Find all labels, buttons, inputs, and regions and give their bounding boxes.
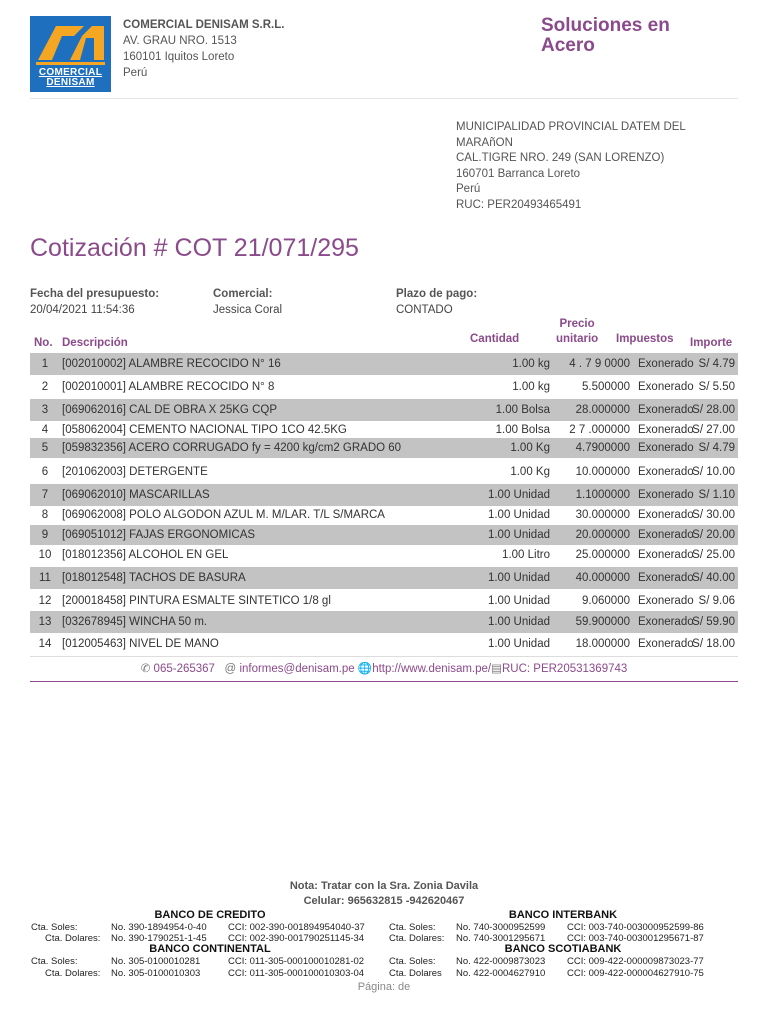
row-quantity: 1.00 Unidad [487,595,550,607]
quote-title: Cotización # COT 21/071/295 [30,234,359,262]
header-divider [30,98,738,99]
row-amount: S/ 20.00 [692,529,735,541]
contact-line [30,661,738,675]
row-description: [069062010] MASCARILLAS [62,489,210,501]
row-tax: Exonerado [638,466,694,478]
row-amount: S/ 18.00 [692,638,735,650]
row-tax: Exonerado [638,549,694,561]
phone-icon: ✆ [140,663,151,675]
row-no: 6 [41,466,49,478]
row-amount: S/ 25.00 [692,549,735,561]
scotiabank-dolares-cci: CCI: 009-422-000004627910-75 [567,968,704,979]
interbank-soles-no: No. 740-3000952599 [456,922,546,933]
row-quantity: 1.00 kg [512,381,550,393]
contact-ruc: RUC: PER20531369743 [501,663,628,675]
row-unit-price: 5.500000 [582,381,630,393]
credito-dolares-no: No. 390-1790251-1-45 [111,933,207,944]
contact-email[interactable]: informes@denisam.pe [239,663,355,675]
table-row [30,507,738,523]
row-quantity: 1.00 Kg [510,442,550,454]
row-amount: S/ 59.90 [692,616,735,628]
row-unit-price: 9.060000 [582,595,630,607]
contact-web[interactable]: http://www.denisam.pe/ [372,663,492,675]
col-header-desc: Descripción [62,337,128,349]
company-name: COMERCIAL DENISAM S.R.L. [123,19,285,31]
credito-soles-cci: CCI: 002-390-001894954040-37 [228,922,365,933]
table-divider [30,656,738,657]
row-quantity: 1.00 Kg [510,466,550,478]
row-unit-price: 40.000000 [575,572,630,584]
table-row [30,611,738,633]
col-header-no: No. [34,337,53,349]
bank-continental-title: BANCO CONTINENTAL [149,943,271,955]
scotiabank-soles-cci: CCI: 009-422-000009873023-77 [567,956,704,967]
row-no: 11 [39,572,51,584]
contact-divider [30,681,738,682]
col-header-tax: Impuestos [616,333,674,345]
continental-soles-cci: CCI: 011-305-000100010281-02 [228,956,365,967]
col-header-price: Precio unitario [556,318,599,345]
interbank-soles-cci: CCI: 003-740-003000952599-86 [567,922,704,933]
row-quantity: 1.00 Unidad [487,638,550,650]
row-quantity: 1.00 Unidad [487,509,550,521]
table-row [30,461,738,483]
table-row [30,567,738,589]
row-description: [200018458] PINTURA ESMALTE SINTETICO 1/8 gl [62,595,331,607]
info-payment-term: Plazo de pago: CONTADO [396,288,478,316]
interbank-dolares-cci: CCI: 003-740-003001295671-87 [567,933,704,944]
row-no: 14 [38,638,52,650]
row-description: [069062016] CAL DE OBRA X 25KG CQP [62,404,277,416]
contact-phone: 065-265367 [153,663,215,675]
row-unit-price: 59.900000 [575,616,630,628]
row-no: 7 [41,489,49,501]
row-description: [018012356] ALCOHOL EN GEL [62,549,229,561]
row-quantity: 1.00 Bolsa [495,404,550,416]
row-description: [058062004] CEMENTO NACIONAL TIPO 1CO 42.5KG [62,424,347,436]
interbank-dolares-label: Cta. Dolares: [389,933,445,944]
row-unit-price: 30.000000 [575,509,630,521]
row-no: 10 [38,549,52,561]
row-description: [059832356] ACERO CORRUGADO fy = 4200 kg/cm2 GRADO 60 [62,442,402,454]
row-unit-price: 18.000000 [575,638,630,650]
scotiabank-dolares-label: Cta. Dolares [389,968,442,979]
continental-dolares-label: Cta. Dolares: [45,968,101,979]
continental-dolares-cci: CCI: 011-305-000100010303-04 [228,968,365,979]
credito-dolares-cci: CCI: 002-390-001790251145-34 [228,933,365,944]
bank-interbank-title: BANCO INTERBANK [508,909,618,921]
row-no: 2 [41,381,49,393]
table-row [30,423,738,437]
row-tax: Exonerado [638,489,694,501]
table-row [30,438,738,458]
row-tax: Exonerado [638,442,694,454]
row-amount: S/ 4.79 [698,358,735,370]
company-address-1: AV. GRAU NRO. 1513 [123,35,237,47]
page-number: Página: de [357,981,411,993]
row-no: 1 [41,358,49,370]
client-address-2: 160701 Barranca Loreto [456,167,581,180]
row-no: 8 [41,509,49,521]
client-name-2: MARAñON [456,136,513,149]
row-quantity: 1.00 Unidad [487,529,550,541]
row-amount: S/ 5.50 [698,381,735,393]
continental-soles-label: Cta. Soles: [31,956,78,967]
row-unit-price: 4.7900000 [575,442,630,454]
table-row [30,484,738,506]
row-amount: S/ 30.00 [692,509,735,521]
row-quantity: 1.00 Litro [502,549,550,561]
row-quantity: 1.00 Bolsa [495,424,550,436]
scotiabank-soles-label: Cta. Soles: [389,956,436,967]
row-tax: Exonerado [638,638,694,650]
bank-scotiabank-title: BANCO SCOTIABANK [504,943,622,955]
credito-soles-no: No. 390-1894954-0-40 [111,922,207,933]
interbank-soles-label: Cta. Soles: [389,922,436,933]
table-row [30,591,738,611]
row-tax: Exonerado [638,358,694,370]
col-header-amount: Importe [690,337,733,349]
row-description: [069051012] FAJAS ERGONOMICAS [62,529,256,541]
row-tax: Exonerado [638,424,694,436]
client-address-1: CAL.TIGRE NRO. 249 (SAN LORENZO) [456,152,665,164]
row-quantity: 1.00 Unidad [487,489,550,501]
table-row [30,545,738,565]
row-unit-price: 25.000000 [575,549,630,561]
company-country: Perú [123,67,148,79]
continental-dolares-no: No. 305-0100010303 [111,968,201,979]
row-no: 9 [41,529,49,541]
client-name-1: MUNICIPALIDAD PROVINCIAL DATEM DEL [456,121,686,133]
interbank-dolares-no: No. 740-3001295671 [456,933,546,944]
row-tax: Exonerado [638,509,694,521]
row-unit-price: 1.1000000 [575,489,630,501]
row-description: [201062003] DETERGENTE [62,466,208,478]
row-unit-price: 10.000000 [575,466,630,478]
client-country: Perú [456,183,481,195]
row-tax: Exonerado [638,529,694,541]
scotiabank-dolares-no: No. 422-0004627910 [456,968,546,979]
row-tax: Exonerado [638,595,694,607]
table-row [30,353,738,375]
row-no: 13 [38,616,52,628]
row-amount: S/ 40.00 [692,572,735,584]
row-amount: S/ 27.00 [692,424,735,436]
row-description: [012005463] NIVEL DE MANO [62,638,219,650]
row-no: 5 [41,442,49,454]
row-description: [018012548] TACHOS DE BASURA [62,572,246,584]
row-description: [002010001] ALAMBRE RECOCIDO N° 8 [62,381,275,393]
company-logo [30,16,111,92]
company-info [123,17,284,81]
credito-dolares-label: Cta. Dolares: [45,933,101,944]
row-amount: S/ 9.06 [698,595,735,607]
table-row [30,376,738,398]
bank-credito-title: BANCO DE CREDITO [154,909,266,921]
info-salesperson: Comercial: Jessica Coral [213,288,283,316]
row-quantity: 1.00 Unidad [487,572,550,584]
col-header-qty: Cantidad [470,333,520,345]
continental-soles-no: No. 305-0100010281 [111,956,201,967]
row-unit-price: 20.000000 [575,529,630,541]
row-no: 3 [41,404,49,416]
logo-text: COMERCIAL DENISAM [38,67,103,88]
document-icon: ▤ [491,663,502,675]
table-row [30,525,738,545]
row-tax: Exonerado [638,572,694,584]
row-amount: S/ 10.00 [692,466,735,478]
client-ruc: RUC: PER20493465491 [456,198,582,211]
row-tax: Exonerado [638,616,694,628]
globe-icon: 🌐 [357,663,373,675]
table-row [30,399,738,421]
table-row [30,634,738,654]
row-description: [002010002] ALAMBRE RECOCIDO N° 16 [62,358,281,370]
row-quantity: 1.00 kg [512,358,550,370]
row-no: 12 [38,595,52,607]
footer-note: Nota: Tratar con la Sra. Zonia Davila [289,880,479,892]
scotiabank-soles-no: No. 422-0009873023 [456,956,546,967]
company-address-2: 160101 Iquitos Loreto [123,51,235,63]
row-description: [069062008] POLO ALGODON AZUL M. M/LAR. T/L S/MARCA [62,509,385,521]
row-tax: Exonerado [638,381,694,393]
slogan: Soluciones en Acero [541,15,670,56]
row-tax: Exonerado [638,404,694,416]
row-no: 4 [41,424,49,436]
row-unit-price: 2 7 .000000 [569,424,630,436]
credito-soles-label: Cta. Soles: [31,922,78,933]
row-quantity: 1.00 Unidad [487,616,550,628]
row-amount: S/ 1.10 [698,489,735,501]
row-unit-price: 4 . 7 9 0000 [569,358,630,370]
row-amount: S/ 4.79 [698,442,735,454]
row-amount: S/ 28.00 [692,404,735,416]
row-unit-price: 28.000000 [575,404,630,416]
at-icon: @ [224,663,237,675]
info-date: Fecha del presupuesto: 20/04/2021 11:54:36 [30,288,160,316]
row-description: [032678945] WINCHA 50 m. [62,616,208,628]
client-address [456,120,736,213]
footer-cell: Celular: 965632815 -942620467 [303,895,465,907]
